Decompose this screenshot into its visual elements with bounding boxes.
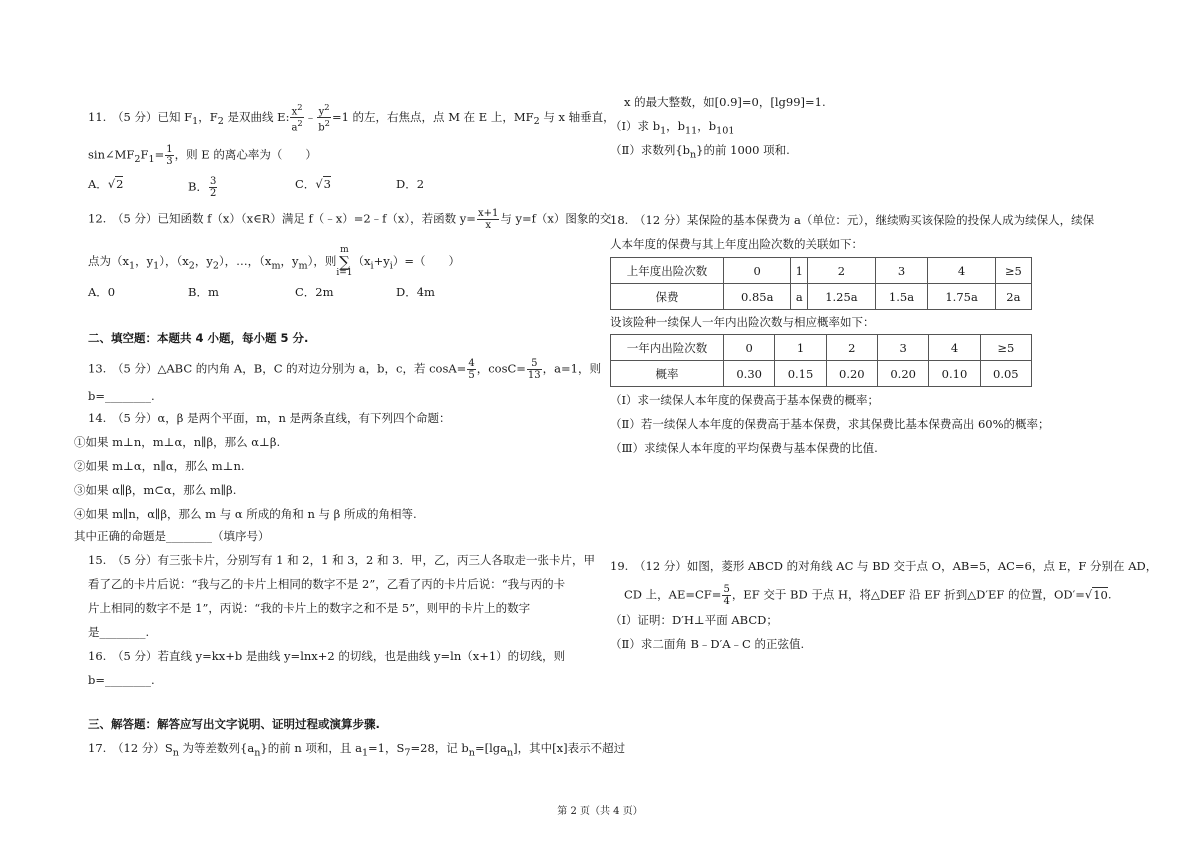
q11-line1: 11. （5 分）已知 $F_1$，$F_2$ 是双曲线 E: $\frac{x^2}{a^2}$ ﹣ $\frac{y^2}{b^2}$ =1 的左，右焦点，点 M 在 E 上，$MF_2$ 与 x 轴垂直， [88, 102, 615, 134]
q19-line1: 19. （12 分）如图，菱形 ABCD 的对角线 AC 与 BD 交于点 O，AB=5，AC=6，点 E，F 分别在 AD， [610, 559, 1158, 573]
q14-proposition-2: ②如果 m⊥α，n∥α，那么 m⊥n. [74, 459, 245, 473]
fraction-x2-a2: $\frac{x^2}{a^2}$ [291, 102, 303, 134]
q18-probability-table [610, 334, 1032, 387]
table-row: 一年内出险次数 0 1 2 3 4 ≥5 [611, 335, 1032, 361]
q14-line1: 14. （5 分）α，β 是两个平面，m，n 是两条直线，有下列四个命题： [88, 411, 451, 425]
q19-line2: CD 上，AE=CF= $\frac{5}{4}$ ，EF 交于 BD 于点 H，将△DEF 沿 EF 折到△D′EF 的位置，OD′=√10. [624, 584, 1112, 607]
q14-proposition-1: ①如果 m⊥n，m⊥α，n∥β，那么 α⊥β. [74, 435, 281, 449]
q11-line2: $\sin\angle MF_2F_1=$ $\frac{1}{3}$ ，则 E 的离心率为（ ） [88, 144, 317, 167]
section-solve-title: 三、解答题：解答应写出文字说明、证明过程或演算步骤. [88, 717, 380, 731]
page-footer: 第 2 页（共 4 页） [557, 806, 643, 817]
fraction-1-3: $\frac{1}{3}$ [166, 144, 173, 167]
fraction-y2-b2: $\frac{y^2}{b^2}$ [318, 102, 330, 134]
q14-proposition-3: ③如果 α∥β，m⊂α，那么 m∥β. [74, 483, 237, 497]
q15-line4: 是________. [88, 625, 150, 639]
q18-line1: 18. （12 分）某保险的基本保费为 a（单位：元），继续购买该保险的投保人成为续保人，续保 [610, 213, 1095, 227]
table-row: 概率 0.30 0.15 0.20 0.20 0.10 0.05 [611, 361, 1032, 387]
q18-mid-text: 设该险种一续保人一年内出险次数与相应概率如下： [610, 315, 875, 329]
q18-premium-table [610, 257, 1032, 310]
q12-option-a: A．0 [88, 285, 116, 299]
q16-line2: b=________. [88, 673, 155, 687]
q18-line2: 人本年度的保费与其上年度出险次数的关联如下： [610, 237, 863, 251]
q18-part3: （Ⅲ）求续保人本年度的平均保费与基本保费的比值. [610, 441, 878, 455]
q16-line1: 16. （5 分）若直线 y=kx+b 是曲线 y=lnx+2 的切线，也是曲线 y=ln（x+1）的切线，则 [88, 649, 566, 663]
q11-option-c: C．√3 [295, 177, 331, 191]
q12-option-d: D．4m [396, 285, 435, 299]
q18-part1: （Ⅰ）求一续保人本年度的保费高于基本保费的概率； [610, 393, 880, 407]
q11-option-b: B． $\frac{3}{2}$ [188, 176, 217, 199]
table-row: 上年度出险次数 0 1 2 3 4 ≥5 [611, 258, 1032, 284]
q12-line2: 点为（$x_1$，$y_1$），（$x_2$，$y_2$），…，（$x_m$，$y_m$），则m ∑ $i=1(x_i+y_i)=$（ ） [88, 245, 460, 278]
q12-option-c: C．2m [295, 285, 334, 299]
q12-option-b: B．m [188, 285, 219, 299]
q17-part2: （Ⅱ）求数列$\{b_n\}$的前 1000 项和. [610, 143, 790, 161]
q11-option-d: D．2 [396, 177, 425, 191]
q17-part1: （Ⅰ）求 $b_1$，$b_{11}$，$b_{101}$ [610, 119, 735, 137]
q17-continuation: x 的最大整数，如[0.9]=0，[lg99]=1. [624, 95, 826, 109]
q13-line1: 13. （5 分）△ABC 的内角 A，B，C 的对边分别为 a，b，c，若 cosA= $\frac{4}{5}$ ，cosC= $\frac{5}{13}$ ，a=1，则 [88, 358, 601, 381]
q14-ending: 其中正确的命题是________（填序号） [74, 529, 270, 543]
q12-line1: 12. （5 分）已知函数 f（x）（x∈R）满足 f（﹣x）=2﹣f（x），若函数 y= $\frac{x+1}{x}$ 与 y=f（x）图象的交 [88, 208, 612, 231]
q19-part1: （Ⅰ）证明：D′H⊥平面 ABCD； [610, 613, 778, 627]
q18-part2: （Ⅱ）若一续保人本年度的保费高于基本保费，求其保费比基本保费高出 60%的概率； [610, 417, 1050, 431]
q11-option-a: A．√2 [88, 177, 124, 191]
q15-line1: 15. （5 分）有三张卡片，分别写有 1 和 2，1 和 3，2 和 3．甲，乙，丙三人各取走一张卡片，甲 [88, 553, 595, 567]
summation-symbol: m ∑ i=1 [336, 245, 353, 278]
q14-proposition-4: ④如果 m∥n，α∥β，那么 m 与 α 所成的角和 n 与 β 所成的角相等. [74, 507, 417, 521]
q19-part2: （Ⅱ）求二面角 B﹣D′A﹣C 的正弦值. [610, 637, 805, 651]
q13-line2: b=________. [88, 389, 155, 403]
q17-line1: 17. （12 分）$S_n$ 为等差数列$\{a_n\}$的前 n 项和，且 $a_1=1$，$S_7=28$，记 $b_n=[\lg a_n]$，其中[x]表示不超过 [88, 741, 626, 759]
q15-line2: 看了乙的卡片后说：“我与乙的卡片上相同的数字不是 2”，乙看了丙的卡片后说：“我与丙的卡 [88, 577, 566, 591]
fraction-xp1-x: $\frac{x+1}{x}$ [477, 208, 499, 231]
section-fill-in-title: 二、填空题：本题共 4 小题，每小题 5 分. [88, 331, 309, 345]
q15-line3: 片上相同的数字不是 1”，丙说：“我的卡片上的数字之和不是 5”，则甲的卡片上的数字 [88, 601, 531, 615]
table-row: 保费 0.85a a 1.25a 1.5a 1.75a 2a [611, 284, 1032, 310]
